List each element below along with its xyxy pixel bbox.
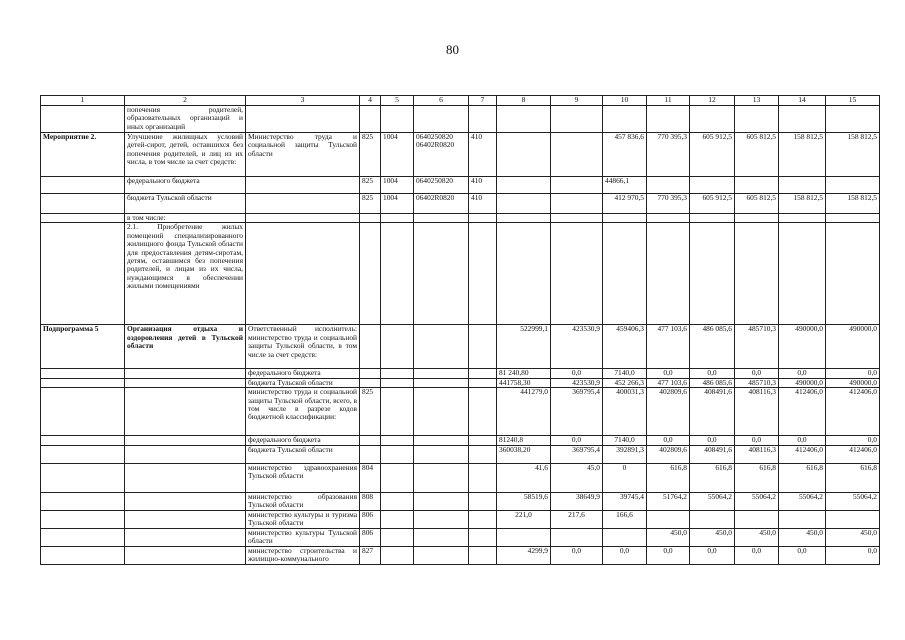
cell-value: 0,0 [826, 546, 880, 564]
cell-value: 616,8 [690, 463, 735, 492]
cell-value: 0640250820 06402R0820 [414, 133, 469, 177]
cell-value: 408116,3 [735, 388, 779, 436]
cell-value: 4299,9 [497, 546, 551, 564]
cell-value: 486 085,6 [690, 325, 735, 369]
cell-value: 477 103,6 [647, 325, 690, 369]
table-row [41, 492, 880, 510]
cell-value: 44866,1 [603, 177, 647, 194]
cell-value: 452 266,3 [603, 378, 647, 387]
cell-value: 450,0 [690, 528, 735, 546]
cell-value: 806 [360, 528, 381, 546]
cell-text: министерство культуры Тульской области [246, 528, 360, 546]
cell-value: 0,0 [735, 436, 779, 445]
cell-text: попечения родителей, образовательных организаций и иных организаций [125, 106, 246, 133]
column-header: 12 [690, 96, 735, 106]
cell-value: 45,0 [551, 463, 603, 492]
column-header: 3 [246, 96, 360, 106]
cell-value: 825 [360, 194, 381, 214]
cell-text: Мероприятие 2. [41, 133, 125, 177]
cell-value: 450,0 [826, 528, 880, 546]
cell-value: 412406,0 [779, 388, 826, 436]
cell-value: 412 970,5 [603, 194, 647, 214]
cell-value: 770 395,3 [647, 133, 690, 177]
table-row [41, 177, 880, 194]
cell-value [551, 133, 603, 177]
cell-value: 360038,20 [497, 445, 551, 463]
cell-value: 450,0 [735, 528, 779, 546]
cell-value: 400031,3 [603, 388, 647, 436]
cell-text: министерство образования Тульской области [246, 492, 360, 510]
cell-value: 217,6 [551, 510, 603, 528]
cell-text: бюджета Тульской области [125, 194, 246, 214]
cell-value: 0,0 [551, 369, 603, 378]
cell-value: 806 [360, 510, 381, 528]
cell-value: 441279,0 [497, 388, 551, 436]
cell-value: 825 [360, 133, 381, 177]
cell-value: 485710,3 [735, 325, 779, 369]
cell-value: 490000,0 [826, 378, 880, 387]
cell-value: 58519,6 [497, 492, 551, 510]
table-row [41, 106, 880, 133]
cell-value: 410 [469, 133, 497, 177]
cell-value: 423530,9 [551, 378, 603, 387]
cell-value: 158 812,5 [779, 133, 826, 177]
cell-value: 0,0 [551, 546, 603, 564]
cell-text: федерального бюджета [246, 369, 360, 378]
cell-value: 410 [469, 177, 497, 194]
cell-value: 410 [469, 194, 497, 214]
cell-value: 490000,0 [779, 378, 826, 387]
cell-value: 605 812,5 [735, 194, 779, 214]
cell-value: 55064,2 [690, 492, 735, 510]
cell-value: 605 812,5 [735, 133, 779, 177]
column-header: 13 [735, 96, 779, 106]
table-row [41, 510, 880, 528]
cell-value: 412406,0 [826, 445, 880, 463]
cell-text: Организация отдыха и оздоровления детей в Тульской области [125, 325, 246, 369]
cell-value: 1004 [381, 194, 414, 214]
cell-value: 408491,6 [690, 445, 735, 463]
cell-value: 1004 [381, 177, 414, 194]
cell-value: 38649,9 [551, 492, 603, 510]
cell-value: 158 812,5 [826, 194, 880, 214]
cell-value: 0,0 [735, 546, 779, 564]
cell-value: 369795,4 [551, 388, 603, 436]
column-header: 6 [414, 96, 469, 106]
cell-value: 221,0 [497, 510, 551, 528]
cell-value: 450,0 [647, 528, 690, 546]
cell-text: министерство труда и социальной защиты Тульской области, всего, в том числе в разрезе кодов бюджетной классификации: [246, 388, 360, 436]
cell-value: 1004 [381, 133, 414, 177]
cell-value: 51764,2 [647, 492, 690, 510]
cell-value: 616,8 [826, 463, 880, 492]
cell-value: 0,0 [690, 546, 735, 564]
table-row [41, 369, 880, 378]
column-header: 15 [826, 96, 880, 106]
cell-value: 459406,3 [603, 325, 647, 369]
header-row [41, 96, 880, 106]
column-header: 11 [647, 96, 690, 106]
cell-value: 369795,4 [551, 445, 603, 463]
cell-value: 408116,3 [735, 445, 779, 463]
cell-value: 41,6 [497, 463, 551, 492]
cell-value: 7140,0 [603, 369, 647, 378]
cell-value: 0 [603, 463, 647, 492]
cell-value: 605 912,5 [690, 133, 735, 177]
table-row [41, 445, 880, 463]
cell-value: 486 085,6 [690, 378, 735, 387]
cell-value: 490000,0 [779, 325, 826, 369]
cell-value: 0,0 [779, 436, 826, 445]
cell-value: 39745,4 [603, 492, 647, 510]
column-header: 8 [497, 96, 551, 106]
cell-value: 0,0 [779, 369, 826, 378]
cell-value: 158 812,5 [826, 133, 880, 177]
cell-value: 457 836,6 [603, 133, 647, 177]
cell-text: министерство здравоохранения Тульской области [246, 463, 360, 492]
table-row [41, 378, 880, 387]
cell-value: 825 [360, 177, 381, 194]
cell-value: 0,0 [647, 436, 690, 445]
cell-value: 0,0 [779, 546, 826, 564]
cell-value: 0,0 [735, 369, 779, 378]
cell-text: федерального бюджета [246, 436, 360, 445]
column-header: 5 [381, 96, 414, 106]
cell-value: 616,8 [735, 463, 779, 492]
cell-value: 392891,3 [603, 445, 647, 463]
cell-value: 0,0 [551, 436, 603, 445]
cell-value: 616,8 [647, 463, 690, 492]
cell-value: 0,0 [826, 436, 880, 445]
table-row [41, 528, 880, 546]
cell-value: 408491,6 [690, 388, 735, 436]
column-header: 7 [469, 96, 497, 106]
cell-value: 402809,6 [647, 388, 690, 436]
cell-value: 0,0 [690, 436, 735, 445]
cell-text: Ответственный исполнитель: министерство труда и социальной защиты Тульской области, в том числе за счет средств: [246, 325, 360, 369]
cell-value: 55064,2 [826, 492, 880, 510]
cell-value: 7140,0 [603, 436, 647, 445]
cell-value: 0,0 [826, 369, 880, 378]
table-row [41, 223, 880, 325]
cell-text: в том числе: [125, 214, 246, 223]
cell-value: 55064,2 [735, 492, 779, 510]
table-row [41, 133, 880, 177]
cell-value: 825 [360, 388, 381, 436]
column-header: 10 [603, 96, 647, 106]
cell-text: бюджета Тульской области [246, 378, 360, 387]
table-row [41, 436, 880, 445]
column-header: 14 [779, 96, 826, 106]
table-row [41, 463, 880, 492]
cell-value: 0640250820 [414, 177, 469, 194]
table-row [41, 546, 880, 564]
cell-text: 2.1. Приобретение жилых помещений специализированного жилищного фонда Тульской области для предоставления детям-сиротам, детям, оставшимся без попечения родителей, и лицам из их числа, нуждающимся в обеспечении жилыми помещениями [125, 223, 246, 325]
cell-value: 166,6 [603, 510, 647, 528]
cell-value: 0,0 [603, 546, 647, 564]
table-row [41, 325, 880, 369]
table-row [41, 388, 880, 436]
cell-value: 485710,3 [735, 378, 779, 387]
cell-value [497, 133, 551, 177]
cell-value: 412406,0 [779, 445, 826, 463]
cell-value: 0,0 [647, 369, 690, 378]
cell-value: 827 [360, 546, 381, 564]
column-header: 1 [41, 96, 125, 106]
cell-value: 770 395,3 [647, 194, 690, 214]
cell-value: 0,0 [647, 546, 690, 564]
column-header: 4 [360, 96, 381, 106]
cell-value: 55064,2 [779, 492, 826, 510]
cell-value: 522999,1 [497, 325, 551, 369]
cell-value: 06402R0820 [414, 194, 469, 214]
page-number: 80 [446, 42, 459, 57]
cell-text: Министерство труда и социальной защиты Тульской области [246, 133, 360, 177]
cell-value: 616,8 [779, 463, 826, 492]
cell-text: Подпрограмма 5 [41, 325, 125, 369]
column-header: 9 [551, 96, 603, 106]
cell-text: министерство строительства и жилищно-коммунального [246, 546, 360, 564]
cell-value: 81 240,80 [497, 369, 551, 378]
cell-text: федерального бюджета [125, 177, 246, 194]
cell-value: 81240,8 [497, 436, 551, 445]
cell-value: 605 912,5 [690, 194, 735, 214]
cell-value: 477 103,6 [647, 378, 690, 387]
table-row [41, 214, 880, 223]
cell-value: 804 [360, 463, 381, 492]
cell-value: 423530,9 [551, 325, 603, 369]
cell-value: 402809,6 [647, 445, 690, 463]
cell-value: 412406,0 [826, 388, 880, 436]
cell-value: 490000,0 [826, 325, 880, 369]
budget-table [40, 95, 880, 565]
cell-value: 441758,30 [497, 378, 551, 387]
cell-value: 0,0 [690, 369, 735, 378]
cell-text: Улучшение жилищных условий детей-сирот, детей, оставшихся без попечения родителей, и лиц из их числа, в том числе за счет средств: [125, 133, 246, 177]
table-row [41, 194, 880, 214]
column-header: 2 [125, 96, 246, 106]
cell-value: 808 [360, 492, 381, 510]
cell-value: 158 812,5 [779, 194, 826, 214]
cell-value: 450,0 [779, 528, 826, 546]
cell-text: бюджета Тульской области [246, 445, 360, 463]
cell-text: министерство культуры и туризма Тульской области [246, 510, 360, 528]
